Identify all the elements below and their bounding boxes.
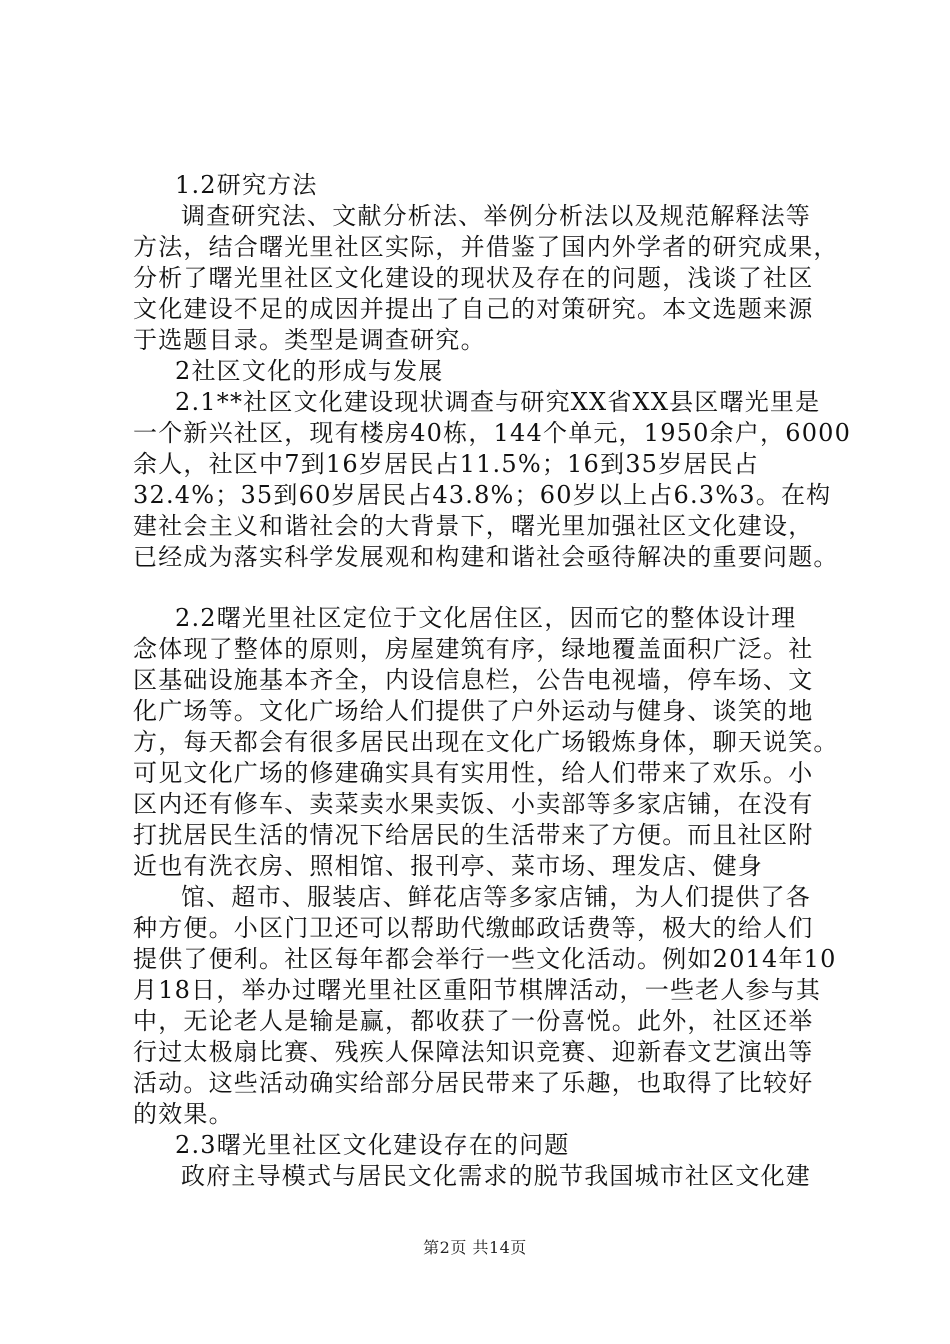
paragraph-line: 打扰居民生活的情况下给居民的生活带来了方便。而且社区附 [133,821,814,849]
page-footer: 第2页 共14页 [423,1238,527,1257]
paragraph-line: 调查研究法、文献分析法、举例分析法以及规范解释法等 [181,202,811,230]
paragraph-gap [133,573,853,603]
section-heading-1-2: 1.2研究方法 [175,171,318,199]
paragraph-line: 方，每天都会有很多居民出现在文化广场锻炼身体，聊天说笑。 [133,728,839,756]
paragraph-line: 区内还有修车、卖菜卖水果卖饭、小卖部等多家店铺，在没有 [133,790,814,818]
paragraph-line: 馆、超市、服装店、鲜花店等多家店铺，为人们提供了各 [181,883,811,911]
paragraph-line: 月18日，举办过曙光里社区重阳节棋牌活动，一些老人参与其 [133,976,822,1004]
paragraph-line: 活动。这些活动确实给部分居民带来了乐趣，也取得了比较好 [133,1069,814,1097]
paragraph-line: 32.4%；35到60岁居民占43.8%；60岁以上占6.3%3。在构 [133,481,832,509]
paragraph-line: 提供了便利。社区每年都会举行一些文化活动。例如2014年10 [133,945,837,973]
paragraph-line: 行过太极扇比赛、残疾人保障法知识竞赛、迎新春文艺演出等 [133,1038,814,1066]
paragraph-line: 建社会主义和谐社会的大背景下，曙光里加强社区文化建设， [133,512,814,540]
paragraph-line: 政府主导模式与居民文化需求的脱节我国城市社区文化建 [181,1162,811,1190]
section-heading-2: 2社区文化的形成与发展 [175,357,444,385]
paragraph-line: 的效果。 [133,1100,234,1128]
paragraph-line: 方法，结合曙光里社区实际，并借鉴了国内外学者的研究成果， [133,233,839,261]
paragraph-line: 可见文化广场的修建确实具有实用性，给人们带来了欢乐。小 [133,759,814,787]
paragraph-line: 分析了曙光里社区文化建设的现状及存在的问题，浅谈了社区 [133,264,814,292]
paragraph-line: 2.2曙光里社区定位于文化居住区，因而它的整体设计理 [175,604,797,632]
paragraph-line: 2.1**社区文化建设现状调查与研究XX省XX县区曙光里是 [175,388,821,416]
paragraph-line: 已经成为落实科学发展观和构建和谐社会亟待解决的重要问题。 [133,543,839,571]
paragraph-line: 化广场等。文化广场给人们提供了户外运动与健身、谈笑的地 [133,697,814,725]
paragraph-line: 文化建设不足的成因并提出了自己的对策研究。本文选题来源 [133,295,814,323]
paragraph-line: 余人，社区中7到16岁居民占11.5%；16到35岁居民占 [133,450,759,478]
paragraph-line: 种方便。小区门卫还可以帮助代缴邮政话费等，极大的给人们 [133,914,814,942]
paragraph-line: 近也有洗衣房、照相馆、报刊亭、菜市场、理发店、健身 [133,852,763,880]
paragraph-line: 念体现了整体的原则，房屋建筑有序，绿地覆盖面积广泛。社 [133,635,814,663]
section-heading-2-3: 2.3曙光里社区文化建设存在的问题 [175,1131,570,1159]
paragraph-line: 中，无论老人是输是赢，都收获了一份喜悦。此外，社区还举 [133,1007,814,1035]
paragraph-line: 区基础设施基本齐全，内设信息栏，公告电视墙，停车场、文 [133,666,814,694]
document-body [133,170,853,1192]
paragraph-line: 一个新兴社区，现有楼房40栋，144个单元，1950余户，6000 [133,419,852,447]
paragraph-line: 于选题目录。类型是调查研究。 [133,326,486,354]
